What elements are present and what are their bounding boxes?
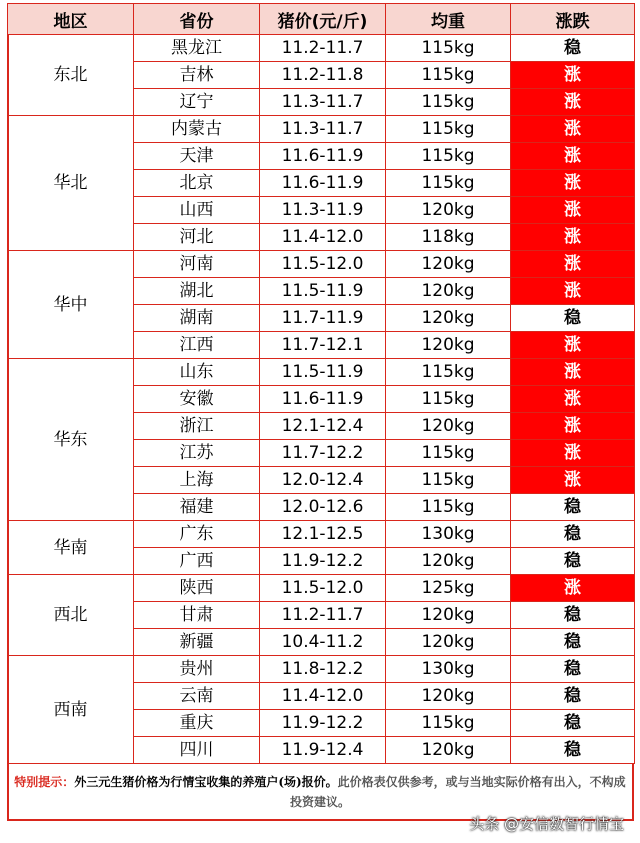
table-row [8, 116, 635, 143]
province-cell: 甘肃 [134, 602, 260, 629]
price-cell: 11.3-11.7 [260, 89, 386, 116]
change-cell: 涨 [511, 467, 635, 494]
price-cell: 11.9-12.2 [260, 710, 386, 737]
table-row [8, 251, 635, 278]
change-cell: 稳 [511, 35, 635, 62]
note-rest: 此价格表仅供参考，或与当地实际价格有出入，不构成投资建议。 [289, 775, 626, 809]
weight-cell: 115kg [386, 494, 511, 521]
price-cell: 11.8-12.2 [260, 656, 386, 683]
region-cell: 华东 [8, 359, 134, 521]
weight-cell: 115kg [386, 386, 511, 413]
weight-cell: 120kg [386, 629, 511, 656]
change-cell: 涨 [511, 251, 635, 278]
region-cell: 西北 [8, 575, 134, 656]
price-cell: 11.5-12.0 [260, 251, 386, 278]
change-cell: 涨 [511, 224, 635, 251]
price-cell: 11.7-12.2 [260, 440, 386, 467]
note-main: 外三元生猪价格为行情宝收集的养殖户(场)报价。 [74, 775, 338, 789]
weight-cell: 120kg [386, 602, 511, 629]
price-cell: 11.5-11.9 [260, 278, 386, 305]
province-cell: 安徽 [134, 386, 260, 413]
weight-cell: 115kg [386, 89, 511, 116]
region-cell: 华北 [8, 116, 134, 251]
province-cell: 辽宁 [134, 89, 260, 116]
change-cell: 涨 [511, 386, 635, 413]
weight-cell: 120kg [386, 251, 511, 278]
province-cell: 浙江 [134, 413, 260, 440]
region-cell: 华南 [8, 521, 134, 575]
province-cell: 河南 [134, 251, 260, 278]
change-cell: 稳 [511, 305, 635, 332]
province-cell: 上海 [134, 467, 260, 494]
header-change: 涨跌 [511, 4, 635, 35]
change-cell: 涨 [511, 278, 635, 305]
weight-cell: 115kg [386, 710, 511, 737]
header-price: 猪价(元/斤) [260, 4, 386, 35]
change-cell: 稳 [511, 710, 635, 737]
weight-cell: 130kg [386, 521, 511, 548]
price-cell: 11.7-11.9 [260, 305, 386, 332]
price-cell: 11.4-12.0 [260, 224, 386, 251]
table-row [8, 575, 635, 602]
header-weight: 均重 [386, 4, 511, 35]
weight-cell: 115kg [386, 62, 511, 89]
watermark: 头条 @安信数智行情宝 [469, 815, 624, 833]
price-cell: 11.6-11.9 [260, 386, 386, 413]
change-cell: 涨 [511, 62, 635, 89]
province-cell: 贵州 [134, 656, 260, 683]
header-row [8, 4, 635, 35]
price-cell: 11.2-11.7 [260, 602, 386, 629]
price-cell: 11.6-11.9 [260, 143, 386, 170]
weight-cell: 115kg [386, 35, 511, 62]
change-cell: 涨 [511, 413, 635, 440]
province-cell: 北京 [134, 170, 260, 197]
change-cell: 涨 [511, 332, 635, 359]
weight-cell: 120kg [386, 548, 511, 575]
weight-cell: 125kg [386, 575, 511, 602]
table-row [8, 521, 635, 548]
change-cell: 稳 [511, 629, 635, 656]
change-cell: 涨 [511, 116, 635, 143]
change-cell: 稳 [511, 602, 635, 629]
province-cell: 福建 [134, 494, 260, 521]
weight-cell: 115kg [386, 116, 511, 143]
change-cell: 涨 [511, 143, 635, 170]
weight-cell: 115kg [386, 143, 511, 170]
province-cell: 黑龙江 [134, 35, 260, 62]
province-cell: 山东 [134, 359, 260, 386]
price-cell: 11.6-11.9 [260, 170, 386, 197]
price-cell: 11.3-11.9 [260, 197, 386, 224]
note-lead: 特别提示： [14, 775, 75, 789]
province-cell: 江西 [134, 332, 260, 359]
weight-cell: 115kg [386, 440, 511, 467]
change-cell: 稳 [511, 656, 635, 683]
weight-cell: 120kg [386, 737, 511, 764]
change-cell: 稳 [511, 521, 635, 548]
weight-cell: 120kg [386, 413, 511, 440]
weight-cell: 120kg [386, 332, 511, 359]
table-row [8, 359, 635, 386]
province-cell: 吉林 [134, 62, 260, 89]
price-cell: 11.5-11.9 [260, 359, 386, 386]
disclaimer-note [14, 772, 626, 812]
weight-cell: 118kg [386, 224, 511, 251]
weight-cell: 115kg [386, 467, 511, 494]
price-cell: 11.2-11.7 [260, 35, 386, 62]
header-province: 省份 [134, 4, 260, 35]
province-cell: 新疆 [134, 629, 260, 656]
region-cell: 西南 [8, 656, 134, 764]
price-cell: 12.1-12.4 [260, 413, 386, 440]
change-cell: 稳 [511, 683, 635, 710]
price-cell: 11.3-11.7 [260, 116, 386, 143]
province-cell: 河北 [134, 224, 260, 251]
weight-cell: 115kg [386, 359, 511, 386]
weight-cell: 120kg [386, 197, 511, 224]
province-cell: 江苏 [134, 440, 260, 467]
province-cell: 云南 [134, 683, 260, 710]
province-cell: 广东 [134, 521, 260, 548]
province-cell: 重庆 [134, 710, 260, 737]
province-cell: 湖南 [134, 305, 260, 332]
weight-cell: 120kg [386, 278, 511, 305]
province-cell: 天津 [134, 143, 260, 170]
price-cell: 11.2-11.8 [260, 62, 386, 89]
province-cell: 陕西 [134, 575, 260, 602]
price-cell: 11.9-12.2 [260, 548, 386, 575]
price-cell: 12.0-12.4 [260, 467, 386, 494]
change-cell: 稳 [511, 737, 635, 764]
region-cell: 华中 [8, 251, 134, 359]
header-region: 地区 [8, 4, 134, 35]
change-cell: 涨 [511, 89, 635, 116]
table-row [8, 35, 635, 62]
change-cell: 涨 [511, 575, 635, 602]
table-row [8, 656, 635, 683]
change-cell: 涨 [511, 359, 635, 386]
province-cell: 广西 [134, 548, 260, 575]
province-cell: 山西 [134, 197, 260, 224]
weight-cell: 120kg [386, 683, 511, 710]
table-body [8, 35, 635, 764]
region-cell: 东北 [8, 35, 134, 116]
price-cell: 12.1-12.5 [260, 521, 386, 548]
province-cell: 内蒙古 [134, 116, 260, 143]
change-cell: 稳 [511, 548, 635, 575]
weight-cell: 120kg [386, 305, 511, 332]
price-cell: 11.4-12.0 [260, 683, 386, 710]
pig-price-table [7, 3, 635, 764]
weight-cell: 115kg [386, 170, 511, 197]
change-cell: 涨 [511, 170, 635, 197]
price-cell: 11.9-12.4 [260, 737, 386, 764]
price-cell: 10.4-11.2 [260, 629, 386, 656]
price-cell: 11.7-12.1 [260, 332, 386, 359]
change-cell: 稳 [511, 494, 635, 521]
price-cell: 12.0-12.6 [260, 494, 386, 521]
price-cell: 11.5-12.0 [260, 575, 386, 602]
weight-cell: 130kg [386, 656, 511, 683]
change-cell: 涨 [511, 440, 635, 467]
province-cell: 湖北 [134, 278, 260, 305]
change-cell: 涨 [511, 197, 635, 224]
province-cell: 四川 [134, 737, 260, 764]
